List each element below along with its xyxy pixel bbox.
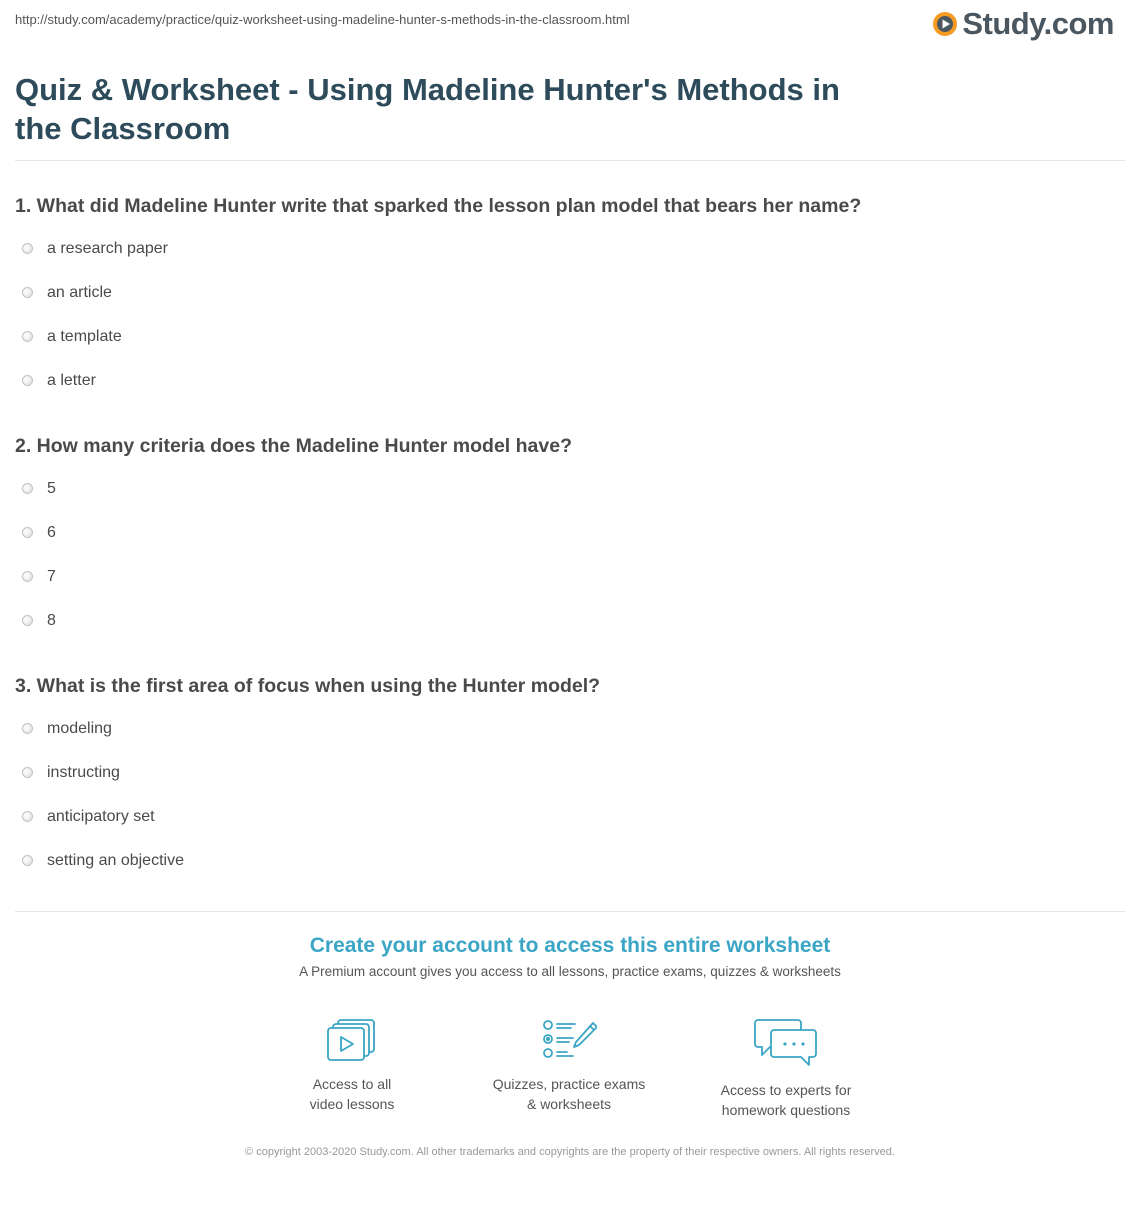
- radio-button[interactable]: [22, 811, 33, 822]
- radio-button[interactable]: [22, 331, 33, 342]
- study-logo-icon: [932, 11, 958, 37]
- divider: [15, 160, 1125, 161]
- answer-option[interactable]: [22, 327, 122, 347]
- feature-label: Access to all video lessons: [309, 1076, 395, 1112]
- answer-label: 6: [47, 524, 56, 541]
- radio-button[interactable]: [22, 527, 33, 538]
- feature-label: Access to experts for homework questions: [720, 1082, 852, 1118]
- answer-option[interactable]: [22, 851, 184, 871]
- answer-label: 7: [47, 568, 56, 585]
- page-title: Quiz & Worksheet - Using Madeline Hunter's Methods in the Classroom: [15, 72, 840, 146]
- radio-button[interactable]: [22, 767, 33, 778]
- answer-label: instructing: [47, 764, 120, 781]
- answer-option[interactable]: [22, 371, 96, 391]
- radio-button[interactable]: [22, 375, 33, 386]
- answer-label: modeling: [47, 720, 112, 737]
- answer-option[interactable]: [22, 763, 120, 783]
- feature-video-lessons: [252, 1018, 452, 1114]
- radio-button[interactable]: [22, 571, 33, 582]
- radio-button[interactable]: [22, 287, 33, 298]
- create-account-link[interactable]: Create your account to access this entire worksheet: [309, 934, 831, 957]
- radio-button[interactable]: [22, 483, 33, 494]
- answer-option[interactable]: [22, 719, 112, 739]
- copyright-footer: [0, 1144, 1140, 1161]
- logo-text: Study.com: [962, 6, 1114, 41]
- quiz-checklist-icon: [541, 1018, 597, 1062]
- answer-label: a template: [47, 328, 122, 345]
- feature-quizzes: [469, 1018, 669, 1114]
- answer-option[interactable]: [22, 567, 56, 587]
- video-lessons-icon: [326, 1018, 378, 1062]
- premium-description: A Premium account gives you access to all lessons, practice exams, quizzes & worksheets: [299, 964, 841, 979]
- feature-label: Quizzes, practice exams & worksheets: [492, 1076, 646, 1112]
- question-1: 1. What did Madeline Hunter write that sparked the lesson plan model that bears her name?: [15, 195, 862, 217]
- answer-option[interactable]: [22, 283, 112, 303]
- question-2: 2. How many criteria does the Madeline Hunter model have?: [15, 435, 572, 457]
- answer-label: 5: [47, 480, 56, 497]
- answer-option[interactable]: [22, 807, 155, 827]
- answer-label: a letter: [47, 372, 96, 389]
- radio-button[interactable]: [22, 855, 33, 866]
- radio-button[interactable]: [22, 615, 33, 626]
- divider: [15, 911, 1125, 912]
- answer-label: setting an objective: [47, 852, 184, 869]
- answer-option[interactable]: [22, 239, 168, 259]
- answer-option[interactable]: [22, 611, 56, 631]
- url-bar: http://study.com/academy/practice/quiz-worksheet-using-madeline-hunter-s-methods-in-the-classroom.html: [15, 12, 630, 27]
- radio-button[interactable]: [22, 243, 33, 254]
- radio-button[interactable]: [22, 723, 33, 734]
- question-3: 3. What is the first area of focus when using the Hunter model?: [15, 675, 601, 697]
- study-logo[interactable]: [932, 6, 1114, 42]
- feature-experts: [686, 1018, 886, 1120]
- answer-option[interactable]: [22, 479, 56, 499]
- copyright-text: © copyright 2003-2020 Study.com. All other trademarks and copyrights are the property of their respective owners. All rights reserved.: [245, 1146, 895, 1158]
- chat-bubbles-icon: [754, 1018, 818, 1068]
- answer-label: an article: [47, 284, 112, 301]
- answer-label: anticipatory set: [47, 808, 155, 825]
- answer-label: 8: [47, 612, 56, 629]
- answer-option[interactable]: [22, 523, 56, 543]
- answer-label: a research paper: [47, 240, 168, 257]
